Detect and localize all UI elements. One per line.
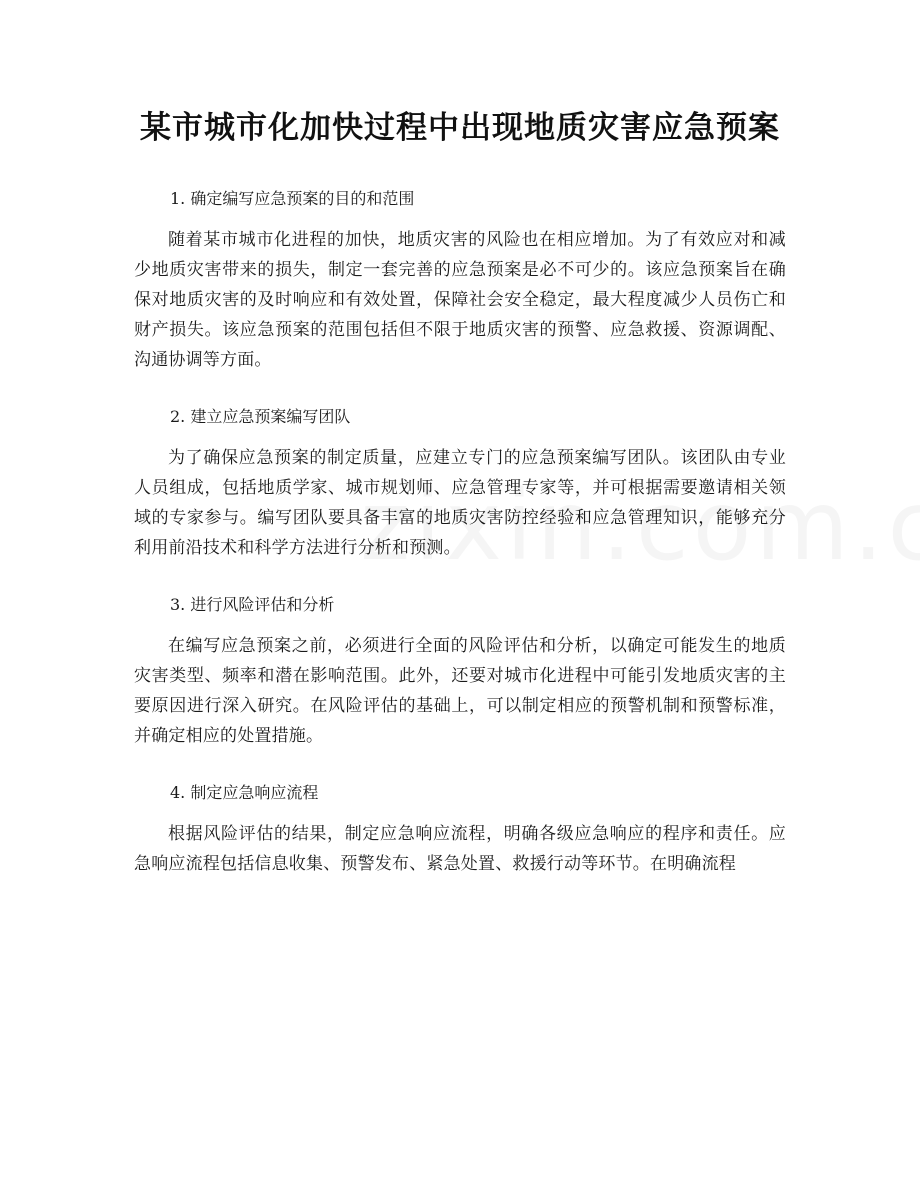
section-body: 根据风险评估的结果，制定应急响应流程，明确各级应急响应的程序和责任。应急响应流程包括信息收集、预警发布、紧急处置、救援行动等环节。在明确流程: [134, 824, 786, 874]
section-body: 为了确保应急预案的制定质量，应建立专门的应急预案编写团队。该团队由专业人员组成，包括地质学家、城市规划师、应急管理专家等，并可根据需要邀请相关领域的专家参与。编写团队要具备丰富的地质灾害防控经验和应急管理知识，能够充分利用前沿技术和科学方法进行分析和预测。: [134, 448, 786, 558]
section-heading: 4. 制定应急响应流程: [170, 783, 319, 802]
section-body: 随着某市城市化进程的加快，地质灾害的风险也在相应增加。为了有效应对和减少地质灾害带来的损失，制定一套完善的应急预案是必不可少的。该应急预案旨在确保对地质灾害的及时响应和有效处置，保障社会安全稳定，最大程度减少人员伤亡和财产损失。该应急预案的范围包括但不限于地质灾害的预警、应急救援、资源调配、沟通协调等方面。: [134, 230, 786, 370]
section-heading: 3. 进行风险评估和分析: [170, 595, 335, 614]
section-body: 在编写应急预案之前，必须进行全面的风险评估和分析，以确定可能发生的地质灾害类型、频率和潜在影响范围。此外，还要对城市化进程中可能引发地质灾害的主要原因进行深入研究。在风险评估的基础上，可以制定相应的预警机制和预警标准，并确定相应的处置措施。: [134, 636, 786, 746]
section-heading: 1. 确定编写应急预案的目的和范围: [170, 189, 415, 208]
document-title: 某市城市化加快过程中出现地质灾害应急预案: [140, 110, 780, 146]
section-heading: 2. 建立应急预案编写团队: [170, 407, 351, 426]
